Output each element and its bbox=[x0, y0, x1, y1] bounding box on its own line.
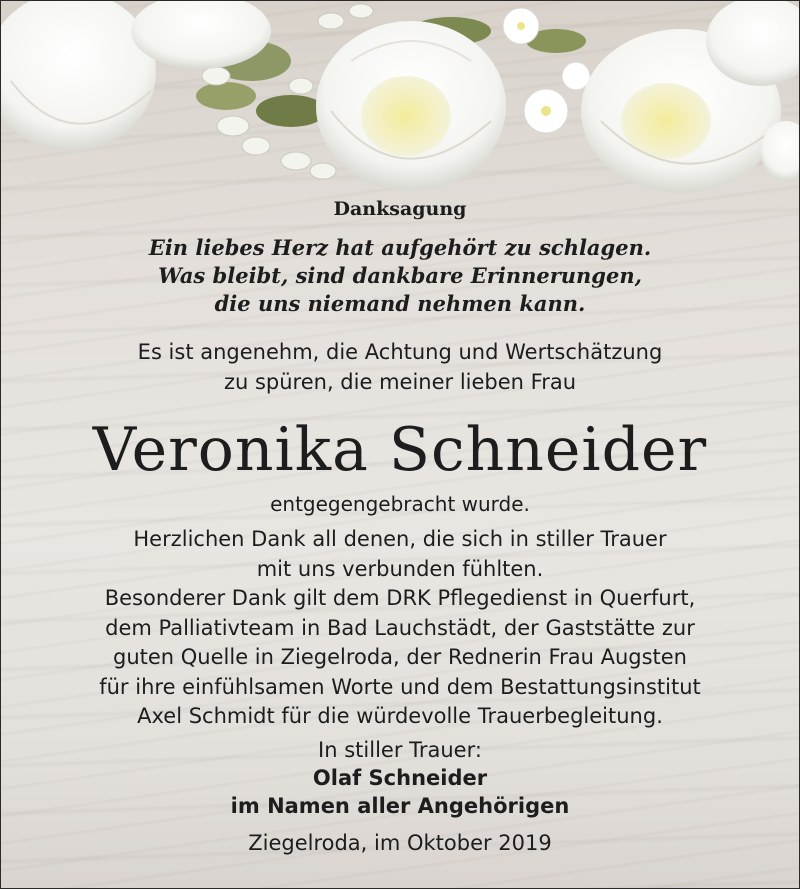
signature-intro: In stiller Trauer: bbox=[318, 738, 482, 762]
deceased-name: Veronika Schneider bbox=[92, 415, 708, 485]
thanks-line: Herzlichen Dank all denen, die sich in stiller Trauer bbox=[133, 527, 667, 551]
intro-line: Es ist angenehm, die Achtung und Wertschätzung bbox=[137, 340, 663, 364]
thanks-line: dem Palliativteam in Bad Lauchstädt, der Gaststätte zur bbox=[105, 615, 695, 640]
poem-line: Ein liebes Herz hat aufgehört zu schlagen. bbox=[148, 235, 652, 260]
flower-center bbox=[316, 21, 506, 191]
thanks-line: für ihre einfühlsamen Worte und dem Bestattungsinstitut bbox=[99, 674, 701, 699]
thanks-text bbox=[1, 525, 799, 732]
thanks-line: Besonderer Dank gilt dem DRK Pflegedienst in Querfurt, bbox=[104, 586, 696, 610]
intro-line: zu spüren, die meiner lieben Frau bbox=[223, 370, 577, 394]
signature-block bbox=[1, 736, 799, 820]
poem-line: die uns niemand nehmen kann. bbox=[214, 291, 586, 316]
intro-text bbox=[1, 337, 799, 397]
place-date: Ziegelroda, im Oktober 2019 bbox=[248, 831, 552, 855]
thanks-line: mit uns verbunden fühlten. bbox=[256, 556, 544, 581]
poem bbox=[1, 234, 799, 318]
white-flowers-image bbox=[1, 1, 799, 201]
thanks-line: Axel Schmidt für die würdevolle Trauerbegleitung. bbox=[137, 704, 663, 728]
after-name-text: entgegengebracht wurde. bbox=[270, 492, 530, 516]
signature-name: Olaf Schneider bbox=[312, 766, 488, 790]
thanks-line: guten Quelle in Ziegelroda, der Rednerin Frau Augsten bbox=[112, 645, 687, 669]
signature-family: im Namen aller Angehörigen bbox=[230, 794, 570, 818]
poem-line: Was bleibt, sind dankbare Erinnerungen, bbox=[158, 263, 642, 288]
heading: Danksagung bbox=[333, 198, 467, 220]
